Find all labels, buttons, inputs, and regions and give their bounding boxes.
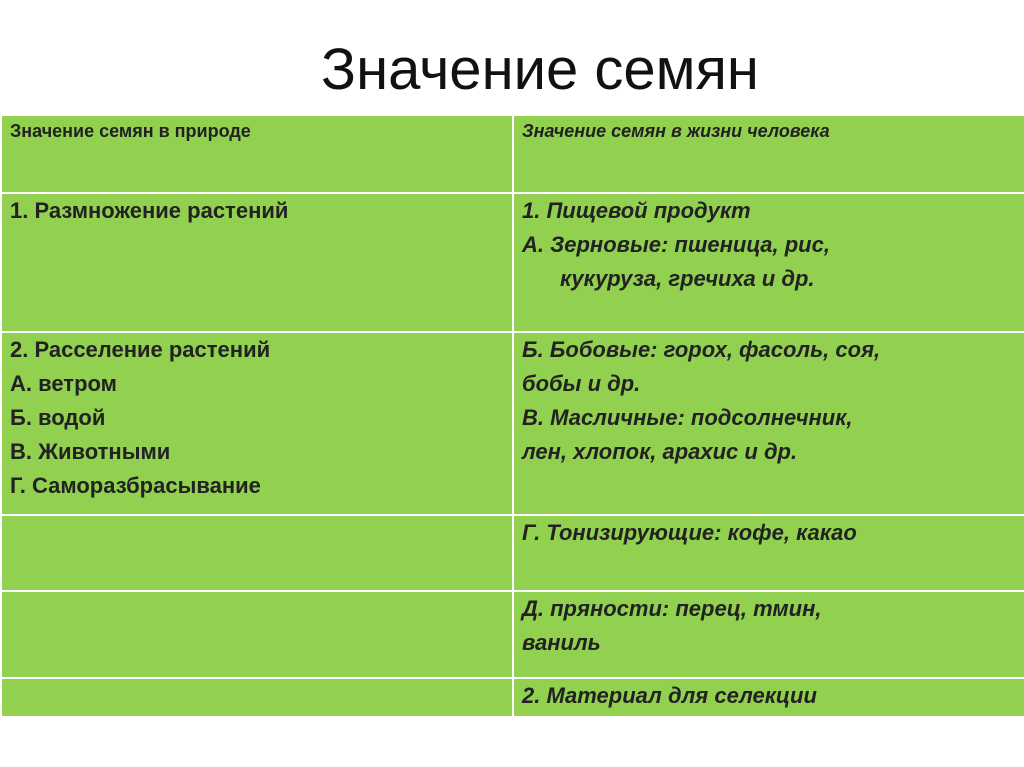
list-item: 1. Размножение растений — [10, 198, 289, 223]
list-item: А. Зерновые: пшеница, рис, — [522, 232, 830, 257]
list-item: Б. Бобовые: горох, фасоль, соя, — [522, 337, 881, 362]
table-row — [1, 193, 1024, 332]
nature-cell — [1, 332, 513, 515]
table-row — [1, 332, 1024, 515]
list-item: В. Животными — [10, 439, 171, 464]
table-row — [1, 678, 1024, 717]
human-cell — [513, 332, 1024, 515]
nature-cell-empty — [1, 678, 513, 717]
list-item: 1. Пищевой продукт — [522, 198, 751, 223]
list-item: 2. Материал для селекции — [522, 683, 817, 708]
slide-title: Значение семян — [321, 37, 759, 102]
table-header-row — [1, 115, 1024, 193]
human-cell — [513, 515, 1024, 591]
nature-cell-empty — [1, 515, 513, 591]
list-item: В. Масличные: подсолнечник, — [522, 405, 853, 430]
list-item: Г. Саморазбрасывание — [10, 473, 261, 498]
list-item: А. ветром — [10, 371, 117, 396]
list-item: ваниль — [522, 630, 601, 655]
list-item: бобы и др. — [522, 371, 641, 396]
list-item: лен, хлопок, арахис и др. — [522, 439, 798, 464]
table-row — [1, 591, 1024, 678]
list-item: Г. Тонизирующие: кофе, какао — [522, 520, 857, 545]
header-human-life: Значение семян в жизни человека — [513, 115, 1024, 193]
list-item: 2. Расселение растений — [10, 337, 271, 362]
human-cell — [513, 678, 1024, 717]
human-cell — [513, 591, 1024, 678]
list-item: Д. пряности: перец, тмин, — [522, 596, 822, 621]
human-cell — [513, 193, 1024, 332]
list-item: кукуруза, гречиха и др. — [560, 266, 815, 291]
nature-cell-empty — [1, 591, 513, 678]
nature-cell — [1, 193, 513, 332]
table-row — [1, 515, 1024, 591]
header-nature: Значение семян в природе — [1, 115, 513, 193]
list-item: Б. водой — [10, 405, 106, 430]
seed-importance-table — [0, 114, 1024, 718]
